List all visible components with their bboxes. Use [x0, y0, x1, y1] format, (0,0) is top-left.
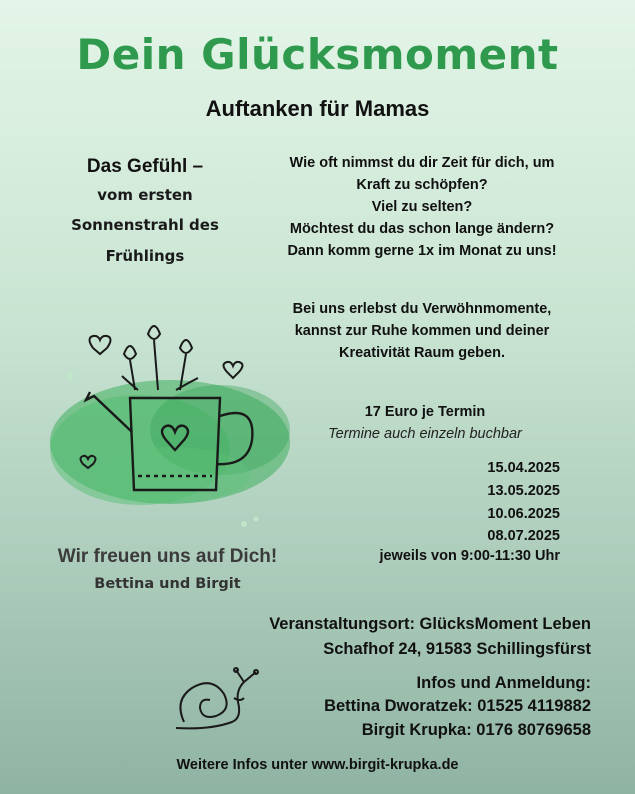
offer-line: Bei uns erlebst du Verwöhnmomente,: [292, 301, 552, 317]
contact-person: Birgit Krupka: 0176 80769658: [361, 721, 591, 739]
offer-text: [262, 298, 582, 364]
greeting-welcome: Wir freuen uns auf Dich!: [57, 546, 278, 567]
event-date: 13.05.2025: [487, 483, 560, 499]
intro-line: Viel zu selten?: [371, 199, 473, 215]
venue-line: Veranstaltungsort: GlücksMoment Leben: [269, 615, 591, 633]
watering-can-illustration: [30, 300, 300, 532]
offer-line: Kreativität Raum geben.: [339, 345, 505, 361]
price-text: 17 Euro je Termin: [364, 404, 486, 420]
footer-text: Weitere Infos unter www.birgit-krupka.de: [176, 757, 459, 773]
venue-address: Schafhof 24, 91583 Schillingsfürst: [323, 640, 591, 658]
intro-text: [262, 152, 582, 262]
intro-line: Möchtest du das schon lange ändern?: [289, 221, 555, 237]
event-date: 08.07.2025: [487, 528, 560, 544]
intro-line: Dann komm gerne 1x im Monat zu uns!: [287, 243, 557, 259]
event-times: jeweils von 9:00-11:30 Uhr: [379, 548, 560, 564]
event-date: 15.04.2025: [487, 460, 560, 476]
watercolor-blob: [50, 372, 290, 527]
contact-heading: Infos und Anmeldung:: [416, 674, 591, 692]
price-note: Termine auch einzeln buchbar: [328, 426, 522, 442]
contact-person: Bettina Dworatzek: 01525 4119882: [324, 697, 591, 715]
intro-line: Wie oft nimmst du dir Zeit für dich, um: [289, 155, 555, 171]
greeting-names: Bettina und Birgit: [94, 576, 241, 592]
offer-line: kannst zur Ruhe kommen und deiner: [294, 323, 550, 339]
feeling-line: vom ersten: [97, 186, 193, 204]
page-title: Dein Glücksmoment: [76, 30, 559, 79]
feeling-heading: Das Gefühl –: [86, 156, 204, 177]
event-date: 10.06.2025: [487, 506, 560, 522]
intro-line: Kraft zu schöpfen?: [356, 177, 488, 193]
feeling-line: Sonnenstrahl des: [71, 216, 219, 234]
snail-icon: [170, 664, 280, 738]
page-subtitle: Auftanken für Mamas: [205, 96, 430, 121]
feeling-line: Frühlings: [105, 247, 185, 265]
